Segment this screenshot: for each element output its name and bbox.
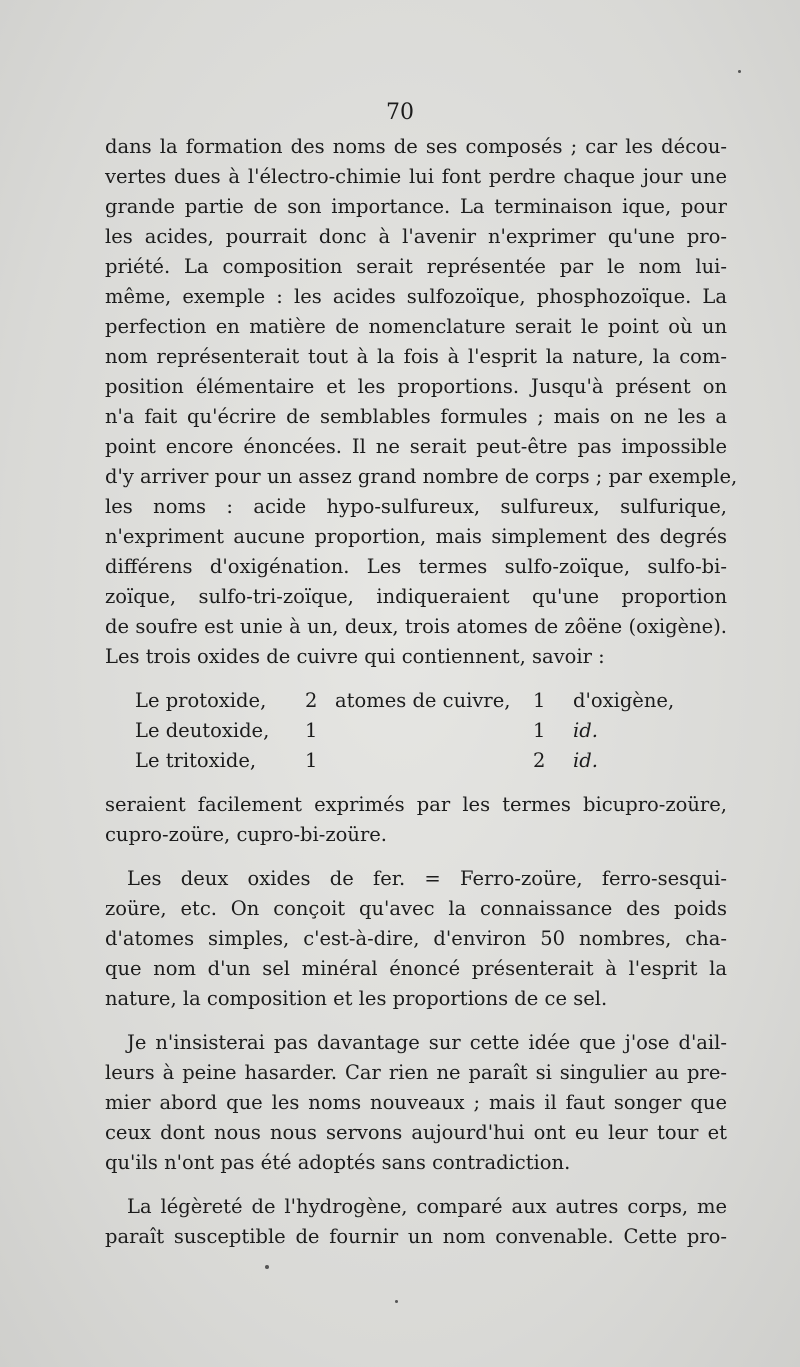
paragraph-3 — [105, 864, 727, 1014]
text-line: leurs à peine hasarder. Car rien ne paraît si singulier au pre- — [105, 1061, 727, 1084]
oxygen-unit: id. — [573, 749, 598, 772]
text-line: zoüre, etc. On conçoit qu'avec la connaissance des poids — [105, 897, 727, 920]
text-line: Je n'insisterai pas davantage sur cette idée que j'ose d'ail- — [127, 1031, 727, 1054]
paragraph-2 — [105, 790, 727, 850]
oxides-table — [135, 686, 727, 776]
text-line: nom représenterait tout à la fois à l'esprit la nature, la com- — [105, 345, 727, 368]
text-line: grande partie de son importance. La terminaison ique, pour — [105, 195, 727, 218]
text-line: paraît susceptible de fournir un nom convenable. Cette pro- — [105, 1225, 727, 1248]
paragraph-4 — [105, 1028, 727, 1178]
text-line: les acides, pourrait donc à l'avenir n'exprimer qu'une pro- — [105, 225, 727, 248]
text-line: n'expriment aucune proportion, mais simplement des degrés — [105, 525, 727, 548]
text-line: mier abord que les noms nouveaux ; mais il faut songer que — [105, 1091, 727, 1114]
text-line: perfection en matière de nomenclature serait le point où un — [105, 315, 727, 338]
text-line: différens d'oxigénation. Les termes sulfo-zoïque, sulfo-bi- — [105, 555, 727, 578]
table-row — [135, 686, 727, 716]
table-row — [135, 746, 727, 776]
text-line: vertes dues à l'électro-chimie lui font perdre chaque jour une — [105, 165, 727, 188]
text-line: point encore énoncées. Il ne serait peut-être pas impossible — [105, 435, 727, 458]
text-line: les noms : acide hypo-sulfureux, sulfureux, sulfurique, — [105, 495, 727, 518]
text-line: position élémentaire et les proportions. Jusqu'à présent on — [105, 375, 727, 398]
table-row — [135, 716, 727, 746]
text-line: seraient facilement exprimés par les termes bicupro-zoüre, — [105, 793, 727, 816]
text-line: La légèreté de l'hydrogène, comparé aux autres corps, me — [127, 1195, 727, 1218]
text-line: n'a fait qu'écrire de semblables formules ; mais on ne les a — [105, 405, 727, 428]
text-line: qu'ils n'ont pas été adoptés sans contradiction. — [105, 1151, 571, 1174]
text-line: dans la formation des noms de ses composés ; car les décou- — [105, 135, 727, 158]
text-line: que nom d'un sel minéral énoncé présenterait à l'esprit la — [105, 957, 727, 980]
paragraph-1 — [105, 132, 738, 672]
oxide-name: Le deutoxide, — [135, 719, 270, 742]
text-line: nature, la composition et les proportions de ce sel. — [105, 987, 608, 1010]
oxide-name: Le protoxide, — [135, 689, 267, 712]
paper-speck — [738, 70, 741, 73]
paper-speck — [265, 1265, 269, 1269]
text-line: même, exemple : les acides sulfozoïque, phosphozoïque. La — [105, 285, 727, 308]
text-line: cupro-zoüre, cupro-bi-zoüre. — [105, 823, 387, 846]
body-text — [105, 132, 738, 1252]
paper-speck — [395, 1300, 398, 1303]
text-line: Les trois oxides de cuivre qui contiennent, savoir : — [105, 645, 605, 668]
text-line: de soufre est unie à un, deux, trois atomes de zôëne (oxigène). — [105, 615, 727, 638]
page-number: 70 — [386, 100, 414, 125]
text-line: priété. La composition serait représentée par le nom lui- — [105, 255, 727, 278]
text-line: Les deux oxides de fer. = Ferro-zoüre, ferro-sesqui- — [127, 867, 727, 890]
text-line: d'y arriver pour un assez grand nombre de corps ; par exemple, — [105, 465, 738, 488]
copper-atoms: 1 — [305, 749, 318, 772]
oxygen-atoms: 1 — [533, 719, 546, 742]
paragraph-5 — [105, 1192, 727, 1252]
text-line: ceux dont nous nous servons aujourd'hui ont eu leur tour et — [105, 1121, 727, 1144]
text-line: zoïque, sulfo-tri-zoïque, indiqueraient qu'une proportion — [105, 585, 727, 608]
oxygen-atoms: 2 — [533, 749, 546, 772]
oxygen-unit: d'oxigène, — [573, 689, 675, 712]
copper-atoms: 1 — [305, 719, 318, 742]
copper-atoms: 2 — [305, 689, 318, 712]
oxide-name: Le tritoxide, — [135, 749, 257, 772]
text-line: d'atomes simples, c'est-à-dire, d'environ 50 nombres, cha- — [105, 927, 727, 950]
oxygen-atoms: 1 — [533, 689, 546, 712]
oxygen-unit: id. — [573, 719, 598, 742]
copper-unit: atomes de cuivre, — [335, 689, 511, 712]
